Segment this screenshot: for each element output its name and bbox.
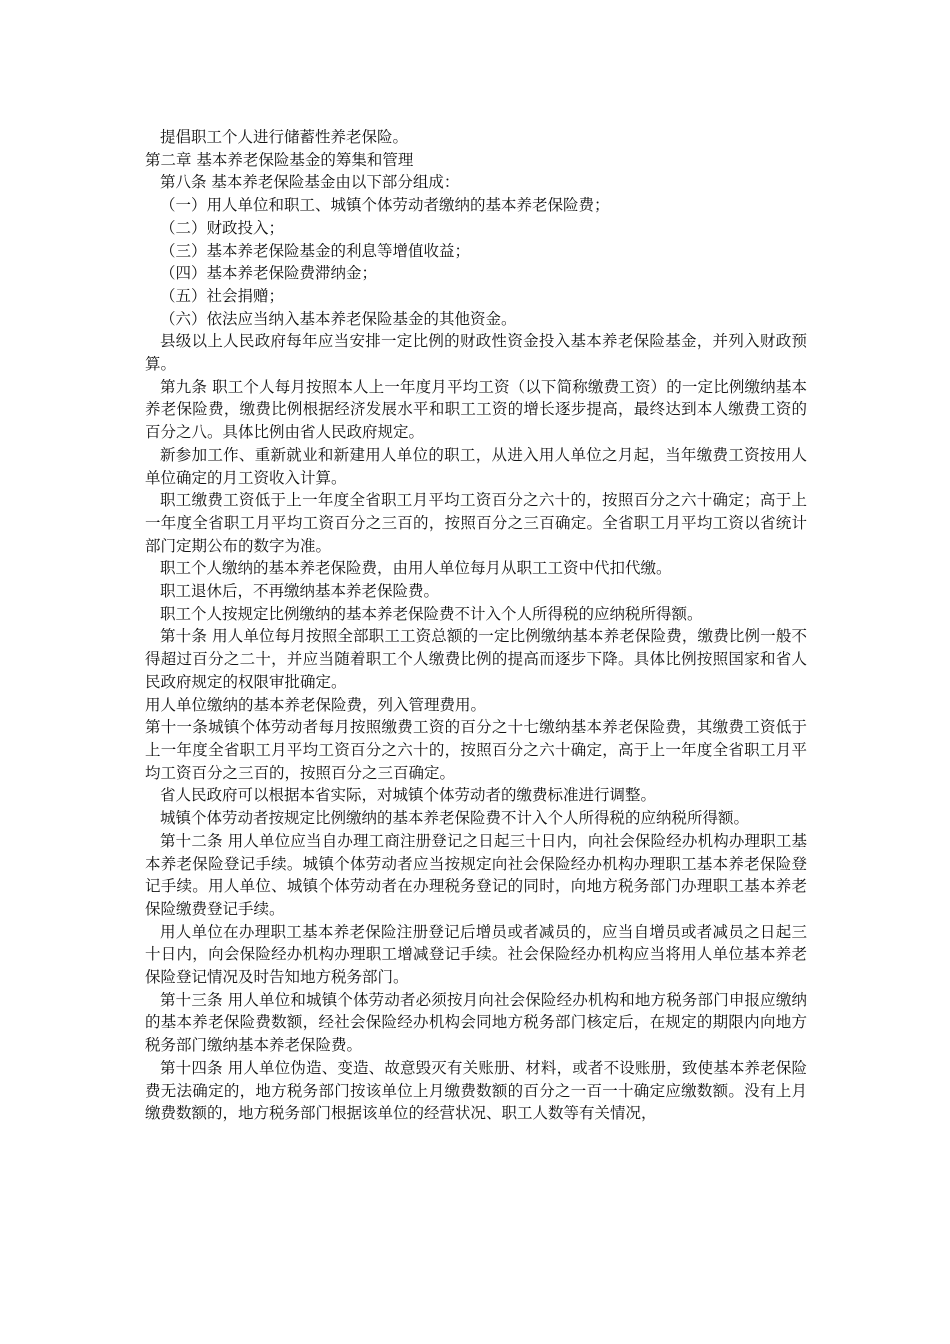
paragraph-tax-exempt: 职工个人按规定比例缴纳的基本养老保险费不计入个人所得税的应纳税所得额。 [160,604,703,623]
paragraph-new-employees: 新参加工作、重新就业和新建用人单位的职工，从进入用人单位之月起，当年缴费工资按用人单位确定的月工资收入计算。 [145,445,807,487]
article-14: 第十四条 用人单位伪造、变造、故意毁灭有关账册、材料，或者不设账册，致使基本养老保险费无法确定的，地方税务部门按该单位上月缴费数额的百分之一百一十确定应缴数额。没有上月缴费数额的，地方税务部门根据该单位的经营状况、职工人数等有关情况， [145,1058,807,1123]
paragraph-government-funding: 县级以上人民政府每年应当安排一定比例的财政性资金投入基本养老保险基金，并列入财政预算。 [145,332,807,374]
article-11: 第十一条城镇个体劳动者每月按照缴费工资的百分之十七缴纳基本养老保险费，其缴费工资低于上一年度全省职工月平均工资百分之六十的，按照百分之六十确定，高于上一年度全省职工月平均工资百分之三百的，按照百分之三百确定。 [145,718,807,782]
list-item: （三）基本养老保险基金的利息等增值收益； [160,241,471,260]
list-item: （四）基本养老保险费滞纳金； [160,264,378,283]
list-item: （二）财政投入； [160,218,285,237]
paragraph-retirement: 职工退休后，不再缴纳基本养老保险费。 [160,582,440,601]
list-item: （五）社会捐赠； [160,286,285,305]
article-13: 第十三条 用人单位和城镇个体劳动者必须按月向社会保险经办机构和地方税务部门申报应缴纳的基本养老保险费数额，经社会保险经办机构会同地方税务部门核定后，在规定的期限内向地方税务部门缴纳基本养老保险费。 [145,990,807,1055]
paragraph-adjustment: 省人民政府可以根据本省实际，对城镇个体劳动者的缴费标准进行调整。 [160,786,657,805]
paragraph-staff-change: 用人单位在办理职工基本养老保险注册登记后增员或者减员的，应当自增员或者减员之日起三十日内，向会保险经办机构办理职工增减登记手续。社会保险经办机构应当将用人单位基本养老保险登记情况及时告知地方税务部门。 [145,922,807,987]
document-body [145,126,807,1125]
paragraph-individual-tax: 城镇个体劳动者按规定比例缴纳的基本养老保险费不计入个人所得税的应纳税所得额。 [160,809,750,828]
paragraph-wage-limits: 职工缴费工资低于上一年度全省职工月平均工资百分之六十的，按照百分之六十确定；高于上一年度全省职工月平均工资百分之三百的，按照百分之三百确定。全省职工月平均工资以省统计部门定期公布的数字为准。 [145,491,807,555]
article-10: 第十条 用人单位每月按照全部职工工资总额的一定比例缴纳基本养老保险费，缴费比例一般不得超过百分之二十，并应当随着职工个人缴费比例的提高而逐步下降。具体比例按照国家和省人民政府规定的权限审批确定。 [145,627,807,691]
paragraph-withholding: 职工个人缴纳的基本养老保险费，由用人单位每月从职工工资中代扣代缴。 [160,559,672,578]
article-9: 第九条 职工个人每月按照本人上一年度月平均工资（以下简称缴费工资）的一定比例缴纳基本养老保险费，缴费比例根据经济发展水平和职工工资的增长逐步提高，最终达到本人缴费工资的百分之八。具体比例由省人民政府规定。 [145,377,807,442]
article-12: 第十二条 用人单位应当自办理工商注册登记之日起三十日内，向社会保险经办机构办理职工基本养老保险登记手续。城镇个体劳动者应当按规定向社会保险经办机构办理职工基本养老保险登记手续。用人单位、城镇个体劳动者在办理税务登记的同时，向地方税务部门办理职工基本养老保险缴费登记手续。 [145,831,807,918]
article-8: 第八条 基本养老保险基金由以下部分组成： [160,173,460,192]
list-item: （六）依法应当纳入基本养老保险基金的其他资金。 [160,309,517,328]
chapter-heading: 第二章 基本养老保险基金的筹集和管理 [145,150,414,169]
list-item: （一）用人单位和职工、城镇个体劳动者缴纳的基本养老保险费； [160,196,610,215]
paragraph-savings: 提倡职工个人进行储蓄性养老保险。 [160,128,409,146]
paragraph-management-cost: 用人单位缴纳的基本养老保险费，列入管理费用。 [145,695,487,714]
